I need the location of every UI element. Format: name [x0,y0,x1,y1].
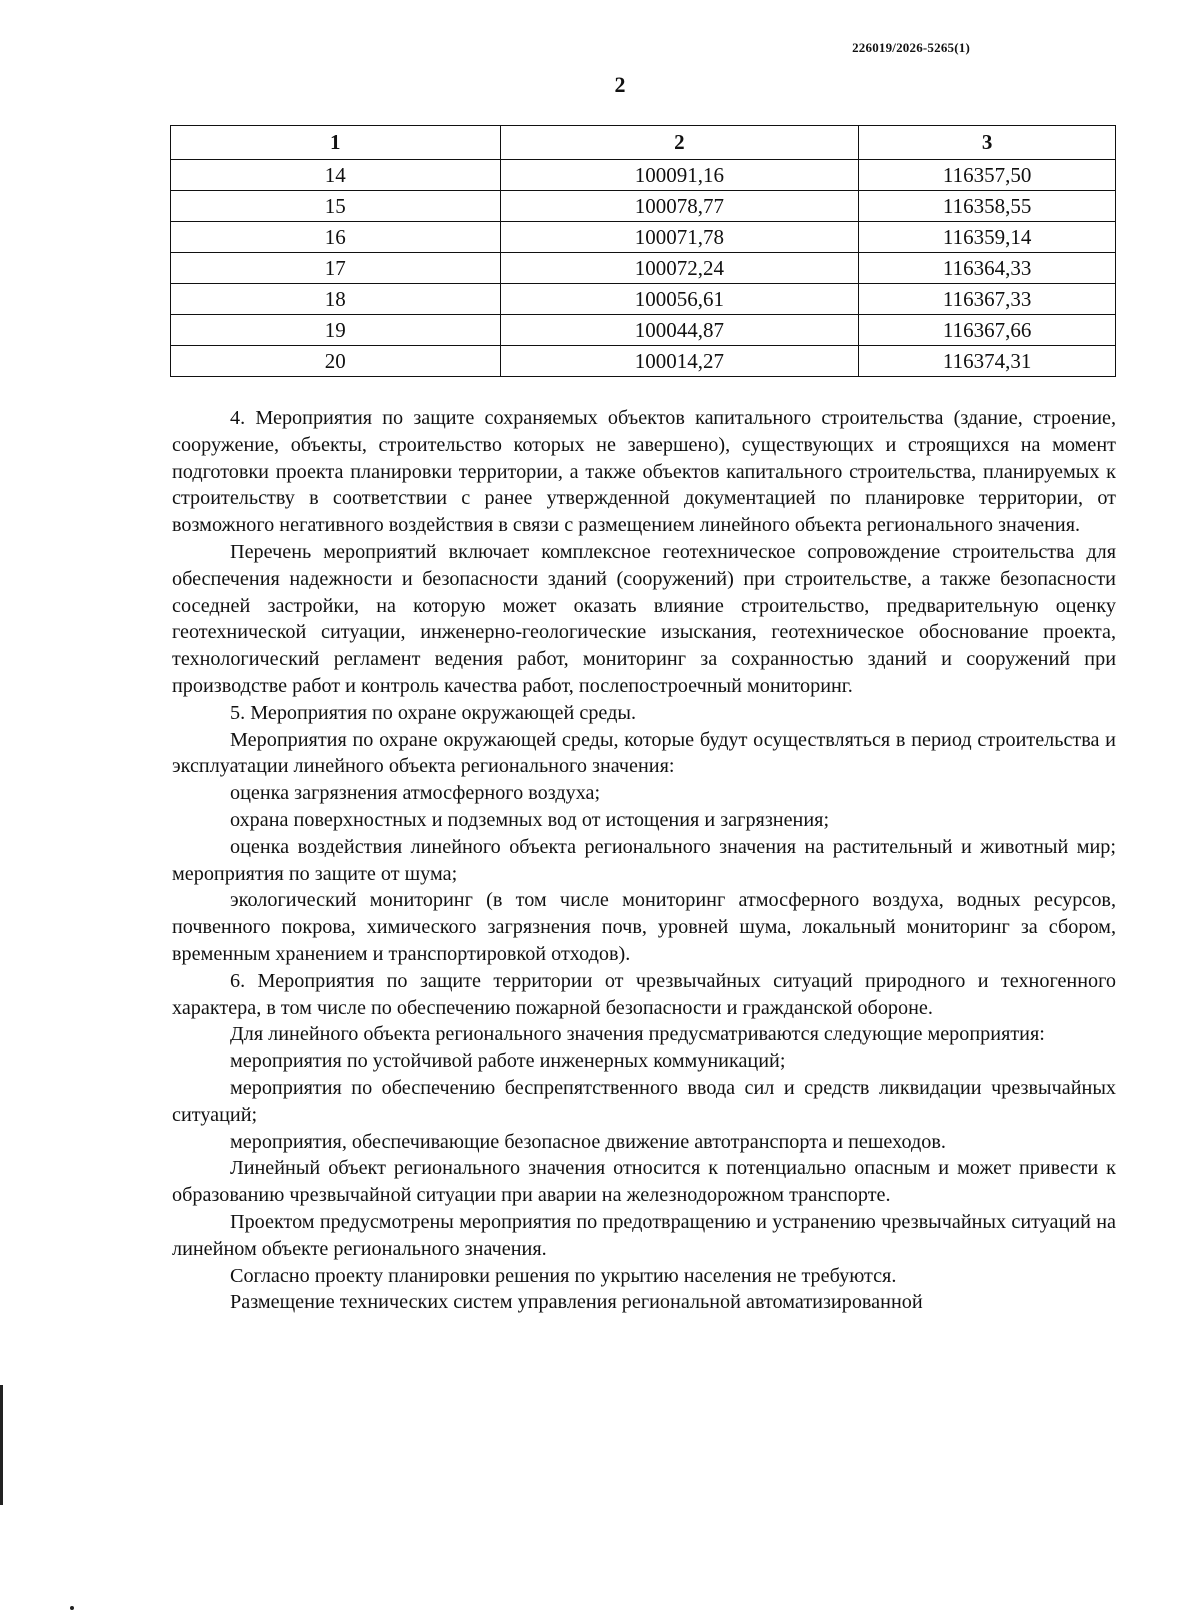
table-row [171,222,1116,253]
list-item: мероприятия, обеспечивающие безопасное движение автотранспорта и пешеходов. [230,1130,946,1153]
paragraph: Мероприятия по охране окружающей среды, которые будут осуществляться в период строительства и эксплуатации линейного объекта регионального значения: [172,728,1116,778]
table-row [171,315,1116,346]
column-header: 1 [171,126,501,160]
paragraph: Перечень мероприятий включает комплексное геотехническое сопровождение строительства для обеспечения надежности и безопасности зданий (сооружений) при строительстве, а также безопасности соседней застройки, на которую может оказать влияние строительство, предварительную оценку геотехнической ситуации, инженерно-геологические изыскания, геотехническое обоснование проекта, технологический регламент ведения работ, мониторинг за сохранностью зданий и сооружений при производстве работ и контроль качества работ, послепостроечный мониторинг. [172,540,1116,697]
table-cell: 100071,78 [500,222,859,253]
scan-dot-mark [70,1606,74,1610]
table-cell: 100091,16 [500,160,859,191]
paragraph: Для линейного объекта регионального значения предусматриваются следующие мероприятия: [230,1023,1045,1046]
paragraph: Размещение технических систем управления региональной автоматизированной [230,1291,923,1314]
list-item: оценка воздействия линейного объекта регионального значения на растительный и животный мир; мероприятия по защите от шума; [172,835,1116,885]
document-body [172,405,1116,1316]
list-item: оценка загрязнения атмосферного воздуха; [230,782,601,805]
list-item: экологический мониторинг (в том числе мониторинг атмосферного воздуха, водных ресурсов, почвенного покрова, химического загрязнения почв, уровней шума, локальный мониторинг за сбором, временным хранением и транспортировкой отходов). [172,889,1116,965]
paragraph: Линейный объект регионального значения относится к потенциально опасным и может привести к образованию чрезвычайной ситуации при аварии на железнодорожном транспорте. [172,1157,1116,1207]
table-cell: 100056,61 [500,284,859,315]
table-cell: 18 [171,284,501,315]
table-cell: 100072,24 [500,253,859,284]
table-cell: 100014,27 [500,346,859,377]
table-cell: 116367,66 [859,315,1116,346]
table-cell: 100078,77 [500,191,859,222]
page-number: 2 [614,72,626,97]
paragraph: Проектом предусмотрены мероприятия по предотвращению и устранению чрезвычайных ситуаций на линейном объекте регионального значения. [172,1210,1116,1260]
table-cell: 116367,33 [859,284,1116,315]
table-cell: 116359,14 [859,222,1116,253]
table-cell: 17 [171,253,501,284]
list-item: мероприятия по устойчивой работе инженерных коммуникаций; [230,1050,786,1073]
paragraph: Согласно проекту планировки решения по укрытию населения не требуются. [230,1264,897,1287]
table-cell: 116364,33 [859,253,1116,284]
table-cell: 116357,50 [859,160,1116,191]
table-cell: 116358,55 [859,191,1116,222]
table-row [171,346,1116,377]
document-number: 226019/2026-5265(1) [852,40,970,55]
table-cell: 14 [171,160,501,191]
coordinates-table [170,125,1116,377]
list-item: мероприятия по обеспечению беспрепятственного ввода сил и средств ликвидации чрезвычайных ситуаций; [172,1076,1116,1126]
table-cell: 20 [171,346,501,377]
table-cell: 19 [171,315,501,346]
table-header-row [171,126,1116,160]
table-row [171,160,1116,191]
list-item: охрана поверхностных и подземных вод от истощения и загрязнения; [230,808,830,831]
section-4-heading-paragraph: 4. Мероприятия по защите сохраняемых объектов капитального строительства (здание, строение, сооружение, объекты, строительство которых не завершено), существующих и строящихся на момент подготовки проекта планировки территории, а также объектов капитального строительства, планируемых к строительству в соответствии с ранее утвержденной документацией по планировке территории, от возможного негативного воздействия в связи с размещением линейного объекта регионального значения. [172,407,1116,537]
column-header: 3 [859,126,1116,160]
table-cell: 116374,31 [859,346,1116,377]
section-5-heading: 5. Мероприятия по охране окружающей среды. [230,701,636,724]
table-cell: 100044,87 [500,315,859,346]
table-cell: 16 [171,222,501,253]
scan-edge-mark [0,1385,3,1505]
section-6-heading-paragraph: 6. Мероприятия по защите территории от чрезвычайных ситуаций природного и техногенного характера, в том числе по обеспечению пожарной безопасности и гражданской обороне. [172,969,1116,1019]
table-cell: 15 [171,191,501,222]
table-row [171,191,1116,222]
table-row [171,284,1116,315]
table-row [171,253,1116,284]
column-header: 2 [500,126,859,160]
